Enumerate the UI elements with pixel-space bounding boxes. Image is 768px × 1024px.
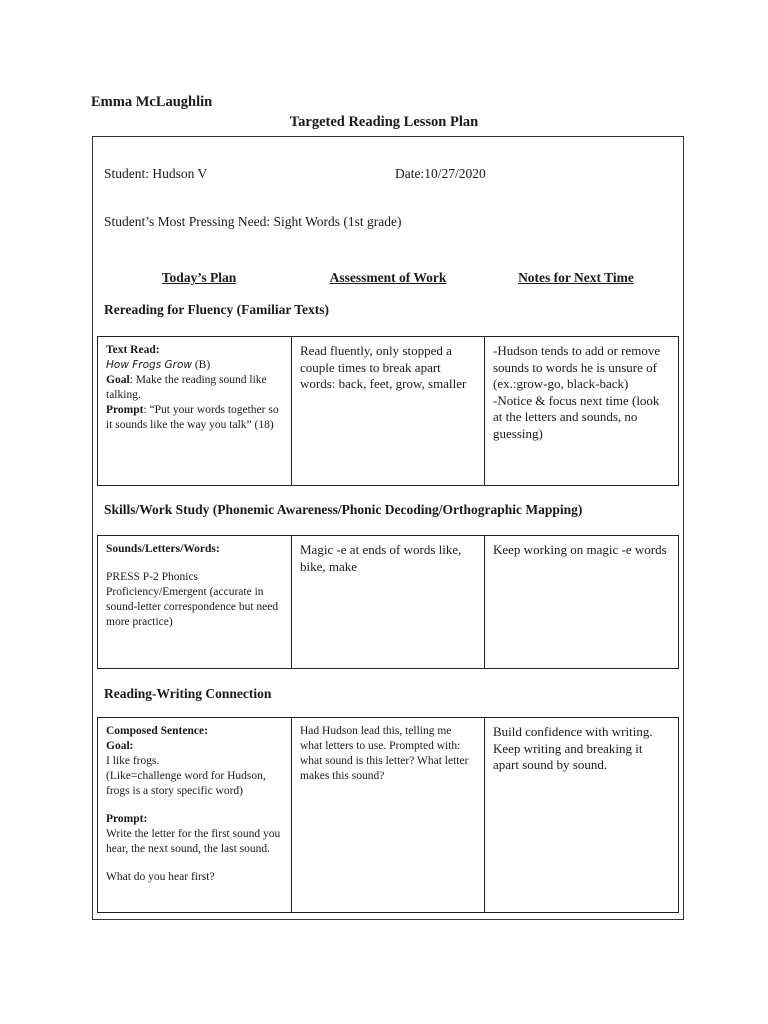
composed-sentence: I like frogs. bbox=[106, 755, 160, 767]
fluency-notes-line-2: -Notice & focus next time (look at the letters and sounds, no guessing) bbox=[493, 392, 660, 441]
writing-question: What do you hear first? bbox=[106, 871, 215, 883]
skills-plan-text: PRESS P-2 Phonics Proficiency/Emergent (accurate in sound-letter correspondence but need more practice) bbox=[106, 571, 279, 628]
book-level: (B) bbox=[191, 359, 211, 371]
document-title: Targeted Reading Lesson Plan bbox=[289, 114, 479, 130]
prompt-line bbox=[106, 403, 283, 433]
fluency-notes-cell bbox=[485, 337, 677, 485]
author-name: Emma McLaughlin bbox=[91, 94, 213, 110]
skills-notes-cell: Keep working on magic -e words bbox=[493, 542, 667, 557]
text-read-heading: Text Read: bbox=[106, 344, 160, 356]
skills-plan-cell bbox=[98, 536, 292, 668]
writing-plan-cell bbox=[98, 718, 292, 912]
column-header-assessment: Assessment of Work bbox=[329, 270, 447, 285]
writing-assessment-cell: Had Hudson lead this, telling me what letters to use. Prompted with: what sound is this letter? What letter makes this sound? bbox=[292, 718, 485, 912]
skills-assessment-cell: Magic -e at ends of words like, bike, make bbox=[292, 536, 485, 668]
column-header-notes: Notes for Next Time bbox=[518, 270, 634, 285]
section-title-writing: Reading-Writing Connection bbox=[104, 686, 272, 701]
fluency-table bbox=[97, 336, 679, 486]
book-title: How Frogs Grow bbox=[106, 359, 192, 371]
writing-notes-cell: Build confidence with writing. Keep writing and breaking it apart sound by sound. bbox=[493, 724, 653, 772]
goal-text: : Make the reading sound like talking. bbox=[106, 374, 267, 401]
fluency-assessment-cell: Read fluently, only stopped a couple times to break apart words: back, feet, grow, smaller bbox=[292, 337, 485, 485]
writing-prompt-label: Prompt: bbox=[106, 813, 148, 825]
skills-table bbox=[97, 535, 679, 669]
column-header-plan: Today’s Plan bbox=[161, 270, 237, 285]
prompt-label: Prompt bbox=[106, 404, 144, 416]
date-field: Date:10/27/2020 bbox=[395, 166, 486, 181]
writing-prompt-text: Write the letter for the first sound you hear, the next sound, the last sound. bbox=[106, 828, 281, 855]
sentence-note: (Like=challenge word for Hudson, frogs is a story specific word) bbox=[106, 770, 266, 797]
section-title-fluency: Rereading for Fluency (Familiar Texts) bbox=[104, 302, 329, 317]
section-title-skills: Skills/Work Study (Phonemic Awareness/Phonic Decoding/Orthographic Mapping) bbox=[104, 502, 583, 517]
prompt-text: : “Put your words together so it sounds like the way you talk” (18) bbox=[106, 404, 279, 431]
composed-sentence-heading: Composed Sentence: bbox=[106, 725, 208, 737]
sounds-letters-heading: Sounds/Letters/Words: bbox=[106, 543, 220, 555]
book-line bbox=[106, 358, 283, 373]
goal-line bbox=[106, 373, 283, 403]
student-field: Student: Hudson V bbox=[104, 166, 208, 181]
fluency-notes-line-1: -Hudson tends to add or remove sounds to words he is unsure of (ex.:grow-go, black-back) bbox=[493, 343, 661, 391]
writing-table bbox=[97, 717, 679, 913]
goal-label: Goal bbox=[106, 374, 130, 386]
writing-goal-label: Goal: bbox=[106, 740, 134, 752]
pressing-need-field: Student’s Most Pressing Need: Sight Words (1st grade) bbox=[104, 214, 402, 229]
fluency-plan-cell bbox=[98, 337, 292, 485]
